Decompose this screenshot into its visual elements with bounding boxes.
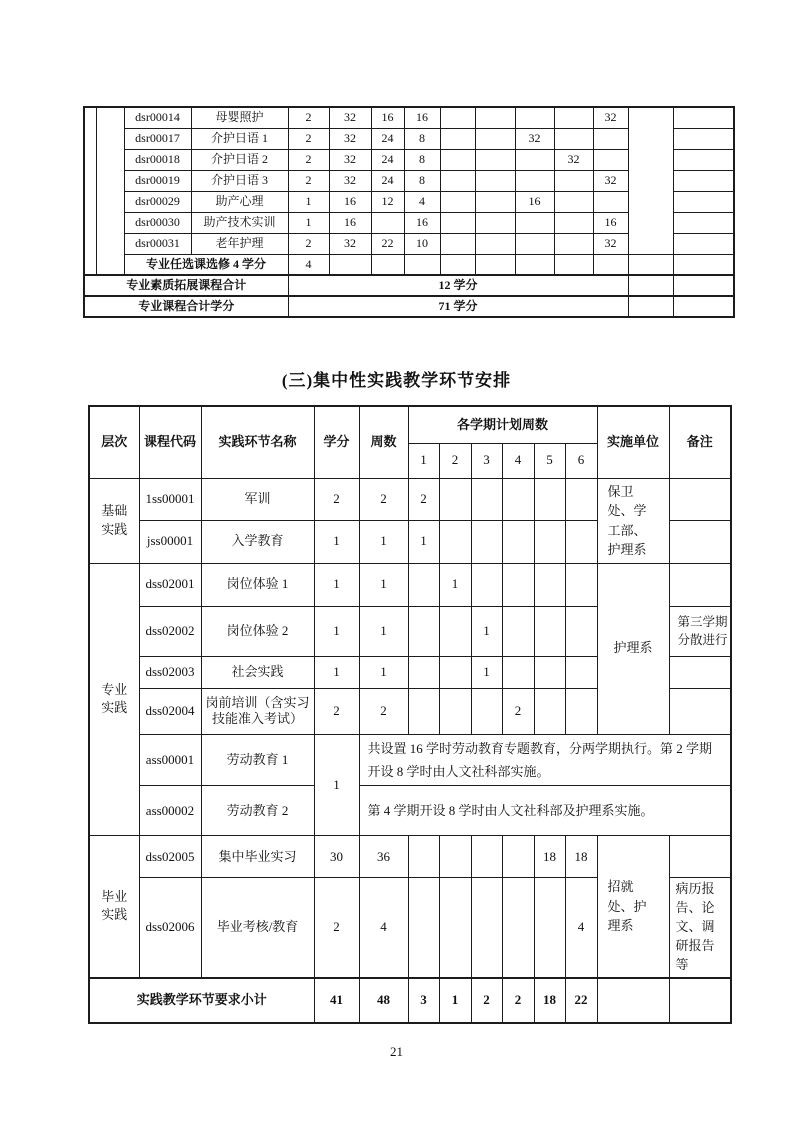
course-name-cell: 入学教育 xyxy=(201,520,314,563)
practice-hours-cell: 8 xyxy=(404,149,440,170)
table-row xyxy=(89,478,731,520)
total-label-cell: 专业课程合计学分 xyxy=(84,296,288,317)
practice-hours-cell: 10 xyxy=(404,233,440,254)
semester-cell xyxy=(408,563,439,606)
course-name-cell: 岗位体验 1 xyxy=(201,563,314,606)
header-semester-6: 6 xyxy=(565,443,597,478)
course-code-cell: dsr00018 xyxy=(124,149,191,170)
course-name-cell: 助产心理 xyxy=(191,191,288,212)
elective-total-row xyxy=(84,254,734,275)
theory-hours-cell: 24 xyxy=(371,128,404,149)
course-code-cell: dss02003 xyxy=(139,656,201,688)
semester-cell xyxy=(475,233,515,254)
credit-cell: 2 xyxy=(288,170,329,191)
semester-cell xyxy=(534,563,565,606)
semester-cell xyxy=(440,191,475,212)
semester-cell xyxy=(440,107,475,128)
semester-cell xyxy=(565,606,597,656)
semester-cell xyxy=(475,170,515,191)
remark-cell xyxy=(669,656,731,688)
summary-semester-cell: 1 xyxy=(439,978,471,1023)
course-code-cell: ass00001 xyxy=(139,734,201,786)
header-weeks: 周数 xyxy=(359,406,408,478)
table-row xyxy=(84,107,734,128)
semester-cell xyxy=(554,254,593,275)
semester-cell xyxy=(554,170,593,191)
unit-cell: 招就处、护理系 xyxy=(597,836,669,978)
semester-cell xyxy=(593,128,628,149)
unit-cell xyxy=(597,978,669,1023)
header-code: 课程代码 xyxy=(139,406,201,478)
remark-cell xyxy=(669,978,731,1023)
course-name-cell: 毕业考核/教育 xyxy=(201,878,314,978)
subtotal-label-cell: 专业素质拓展课程合计 xyxy=(84,275,288,296)
semester-cell: 1 xyxy=(471,656,502,688)
hours-cell: 32 xyxy=(329,128,371,149)
remark-cell xyxy=(673,275,734,296)
semester-cell xyxy=(471,878,502,978)
total-value-cell: 71 学分 xyxy=(288,296,628,317)
semester-cell xyxy=(534,878,565,978)
semester-cell: 32 xyxy=(554,149,593,170)
credit-cell: 2 xyxy=(314,878,359,978)
theory-hours-cell xyxy=(371,254,404,275)
semester-cell xyxy=(502,563,534,606)
semester-cell xyxy=(515,233,554,254)
semester-cell xyxy=(554,233,593,254)
semester-cell xyxy=(439,606,471,656)
credit-cell: 2 xyxy=(288,128,329,149)
remark-cell xyxy=(673,191,734,212)
semester-cell: 16 xyxy=(515,191,554,212)
course-code-cell: dsr00019 xyxy=(124,170,191,191)
semester-cell xyxy=(440,170,475,191)
remark-cell xyxy=(673,149,734,170)
semester-cell xyxy=(565,688,597,734)
header-name: 实践环节名称 xyxy=(201,406,314,478)
semester-cell xyxy=(502,606,534,656)
hours-cell: 16 xyxy=(329,191,371,212)
semester-cell xyxy=(565,656,597,688)
practice-hours-cell: 8 xyxy=(404,170,440,191)
practice-hours-cell: 4 xyxy=(404,191,440,212)
practice-hours-cell xyxy=(404,254,440,275)
semester-cell xyxy=(439,688,471,734)
header-level: 层次 xyxy=(89,406,139,478)
semester-cell xyxy=(440,149,475,170)
semester-cell: 32 xyxy=(515,128,554,149)
theory-hours-cell: 24 xyxy=(371,170,404,191)
semester-cell xyxy=(534,478,565,520)
semester-cell xyxy=(534,688,565,734)
semester-cell xyxy=(502,520,534,563)
header-semester-3: 3 xyxy=(471,443,502,478)
remark-cell xyxy=(669,606,731,656)
unit-spacer-cell xyxy=(628,296,673,317)
semester-cell xyxy=(502,656,534,688)
credit-cell: 1 xyxy=(314,520,359,563)
semester-cell xyxy=(475,212,515,233)
category-spacer-cell xyxy=(84,107,96,275)
semester-cell xyxy=(554,191,593,212)
credit-cell: 1 xyxy=(314,656,359,688)
remark-cell xyxy=(673,170,734,191)
remark-cell xyxy=(673,254,734,275)
credit-cell: 2 xyxy=(288,149,329,170)
weeks-cell: 1 xyxy=(359,520,408,563)
level-label: 基础实践 xyxy=(101,502,128,537)
semester-cell xyxy=(408,606,439,656)
course-name-cell: 劳动教育 1 xyxy=(201,734,314,786)
semester-cell xyxy=(439,656,471,688)
page-number: 21 xyxy=(390,1044,403,1059)
semester-cell xyxy=(502,878,534,978)
subtotal-value-cell: 12 学分 xyxy=(288,275,628,296)
semester-cell xyxy=(440,212,475,233)
semester-cell xyxy=(408,656,439,688)
remark-cell xyxy=(669,478,731,520)
credit-cell: 1 xyxy=(288,212,329,233)
summary-semester-cell: 18 xyxy=(534,978,565,1023)
weeks-cell: 2 xyxy=(359,478,408,520)
weeks-cell: 1 xyxy=(359,606,408,656)
credit-cell: 30 xyxy=(314,836,359,878)
course-code-cell: dsr00029 xyxy=(124,191,191,212)
course-code-cell: dss02002 xyxy=(139,606,201,656)
course-name-cell: 岗位体验 2 xyxy=(201,606,314,656)
semester-cell: 4 xyxy=(565,878,597,978)
credit-cell: 1 xyxy=(314,606,359,656)
semester-cell xyxy=(408,836,439,878)
header-semester-5: 5 xyxy=(534,443,565,478)
theory-hours-cell: 22 xyxy=(371,233,404,254)
header-unit: 实施单位 xyxy=(597,406,669,478)
unit-spacer-cell xyxy=(628,254,673,275)
credit-cell: 2 xyxy=(314,478,359,520)
theory-hours-cell: 12 xyxy=(371,191,404,212)
practice-hours-cell: 16 xyxy=(404,212,440,233)
header-semester-plan: 各学期计划周数 xyxy=(408,406,597,443)
hours-cell: 32 xyxy=(329,170,371,191)
semester-cell xyxy=(475,191,515,212)
summary-credit-cell: 41 xyxy=(314,978,359,1023)
semester-cell xyxy=(502,478,534,520)
course-name-cell: 劳动教育 2 xyxy=(201,786,314,836)
elective-label-cell: 专业任选课选修 4 学分 xyxy=(124,254,288,275)
credit-cell: 1 xyxy=(288,191,329,212)
level-label: 毕业实践 xyxy=(101,888,128,923)
level-cell xyxy=(89,478,139,563)
header-semester-1: 1 xyxy=(408,443,439,478)
semester-cell xyxy=(565,563,597,606)
course-code-cell: dsr00017 xyxy=(124,128,191,149)
credit-cell: 2 xyxy=(288,233,329,254)
labor-education-note: 共设置 16 学时劳动教育专题教育，分两学期执行。第 2 学期开设 8 学时由人文社科部实施。 xyxy=(359,734,731,786)
course-name-cell: 介护日语 1 xyxy=(191,128,288,149)
course-name-cell: 助产技术实训 xyxy=(191,212,288,233)
semester-cell xyxy=(565,478,597,520)
semester-cell xyxy=(515,170,554,191)
remark-cell xyxy=(669,836,731,878)
semester-cell xyxy=(515,107,554,128)
course-name-cell: 母婴照护 xyxy=(191,107,288,128)
remark-cell xyxy=(673,212,734,233)
course-table xyxy=(83,106,735,318)
header-semester-4: 4 xyxy=(502,443,534,478)
semester-cell: 2 xyxy=(502,688,534,734)
remark-cell xyxy=(669,563,731,606)
theory-hours-cell: 16 xyxy=(371,107,404,128)
semester-cell xyxy=(439,520,471,563)
course-code-cell: ass00002 xyxy=(139,786,201,836)
summary-semester-cell: 3 xyxy=(408,978,439,1023)
credit-cell: 2 xyxy=(314,688,359,734)
semester-cell xyxy=(475,128,515,149)
labor-education-row xyxy=(89,786,731,836)
semester-cell xyxy=(515,254,554,275)
summary-semester-cell: 22 xyxy=(565,978,597,1023)
semester-cell xyxy=(475,149,515,170)
subtotal-row xyxy=(84,275,734,296)
labor-education-row xyxy=(89,734,731,786)
weeks-cell: 1 xyxy=(359,656,408,688)
weeks-cell: 36 xyxy=(359,836,408,878)
remark-cell xyxy=(673,128,734,149)
semester-cell xyxy=(502,836,534,878)
unit-cell: 保卫处、学工部、护理系 xyxy=(597,478,669,563)
credit-cell: 4 xyxy=(288,254,329,275)
table-row xyxy=(89,563,731,606)
semester-cell: 18 xyxy=(534,836,565,878)
labor-education-note: 第 4 学期开设 8 学时由人文社科部及护理系实施。 xyxy=(359,786,731,836)
hours-cell: 32 xyxy=(329,233,371,254)
course-name-cell: 介护日语 2 xyxy=(191,149,288,170)
semester-cell xyxy=(534,606,565,656)
remark-cell: 病历报告、论文、调研报告等 xyxy=(669,878,731,978)
weeks-cell: 2 xyxy=(359,688,408,734)
section-title: (三)集中性实践教学环节安排 xyxy=(281,371,512,390)
semester-cell xyxy=(534,656,565,688)
semester-cell xyxy=(475,107,515,128)
course-code-cell: dss02001 xyxy=(139,563,201,606)
semester-cell xyxy=(565,520,597,563)
summary-row xyxy=(89,978,731,1023)
semester-cell xyxy=(515,212,554,233)
remark-text: 第三学期分散进行 xyxy=(677,614,728,647)
semester-cell xyxy=(408,688,439,734)
summary-semester-cell: 2 xyxy=(502,978,534,1023)
semester-cell: 1 xyxy=(408,520,439,563)
summary-weeks-cell: 48 xyxy=(359,978,408,1023)
unit-cell: 护理系 xyxy=(597,563,669,734)
unit-spacer-cell xyxy=(628,275,673,296)
practice-hours-cell: 16 xyxy=(404,107,440,128)
level-cell xyxy=(89,563,139,836)
remark-cell xyxy=(669,688,731,734)
semester-cell xyxy=(554,128,593,149)
header-credit: 学分 xyxy=(314,406,359,478)
header-row xyxy=(89,406,731,443)
semester-cell xyxy=(471,836,502,878)
semester-cell: 2 xyxy=(408,478,439,520)
semester-cell: 1 xyxy=(471,606,502,656)
course-code-cell: dss02006 xyxy=(139,878,201,978)
semester-cell xyxy=(439,836,471,878)
semester-cell xyxy=(471,520,502,563)
header-semester-2: 2 xyxy=(439,443,471,478)
course-name-cell: 岗前培训（含实习技能准入考试） xyxy=(201,688,314,734)
semester-cell xyxy=(554,107,593,128)
course-name-cell: 军训 xyxy=(201,478,314,520)
unit-spacer-cell xyxy=(628,107,673,254)
hours-cell: 32 xyxy=(329,149,371,170)
course-code-cell: dsr00030 xyxy=(124,212,191,233)
credit-cell: 1 xyxy=(314,734,359,836)
level-cell xyxy=(89,836,139,978)
semester-cell xyxy=(593,149,628,170)
semester-cell xyxy=(471,688,502,734)
remark-cell xyxy=(673,296,734,317)
theory-hours-cell xyxy=(371,212,404,233)
semester-cell: 32 xyxy=(593,233,628,254)
course-code-cell: dsr00014 xyxy=(124,107,191,128)
credit-cell: 2 xyxy=(288,107,329,128)
semester-cell xyxy=(439,478,471,520)
practice-table xyxy=(88,405,732,1024)
credit-cell: 1 xyxy=(314,563,359,606)
semester-cell xyxy=(471,478,502,520)
subcategory-spacer-cell xyxy=(96,107,124,275)
level-label: 专业实践 xyxy=(101,681,128,716)
semester-cell: 32 xyxy=(593,170,628,191)
grand-total-row xyxy=(84,296,734,317)
hours-cell: 32 xyxy=(329,107,371,128)
theory-hours-cell: 24 xyxy=(371,149,404,170)
semester-cell xyxy=(440,128,475,149)
semester-cell: 16 xyxy=(593,212,628,233)
course-name-cell: 集中毕业实习 xyxy=(201,836,314,878)
semester-cell xyxy=(475,254,515,275)
hours-cell xyxy=(329,254,371,275)
semester-cell xyxy=(471,563,502,606)
semester-cell: 32 xyxy=(593,107,628,128)
course-name-cell: 介护日语 3 xyxy=(191,170,288,191)
remark-cell xyxy=(669,520,731,563)
semester-cell xyxy=(593,191,628,212)
summary-label-cell: 实践教学环节要求小计 xyxy=(89,978,314,1023)
course-code-cell: 1ss00001 xyxy=(139,478,201,520)
table-row xyxy=(89,836,731,878)
header-remark: 备注 xyxy=(669,406,731,478)
semester-cell xyxy=(440,233,475,254)
semester-cell: 18 xyxy=(565,836,597,878)
semester-cell xyxy=(515,149,554,170)
hours-cell: 16 xyxy=(329,212,371,233)
semester-cell xyxy=(534,520,565,563)
course-name-cell: 社会实践 xyxy=(201,656,314,688)
course-name-cell: 老年护理 xyxy=(191,233,288,254)
remark-cell xyxy=(673,233,734,254)
practice-hours-cell: 8 xyxy=(404,128,440,149)
course-code-cell: dsr00031 xyxy=(124,233,191,254)
course-code-cell: dss02005 xyxy=(139,836,201,878)
semester-cell xyxy=(408,878,439,978)
course-code-cell: dss02004 xyxy=(139,688,201,734)
remark-cell xyxy=(673,107,734,128)
semester-cell xyxy=(440,254,475,275)
summary-semester-cell: 2 xyxy=(471,978,502,1023)
semester-cell xyxy=(593,254,628,275)
weeks-cell: 4 xyxy=(359,878,408,978)
course-code-cell: jss00001 xyxy=(139,520,201,563)
semester-cell xyxy=(554,212,593,233)
semester-cell xyxy=(439,878,471,978)
weeks-cell: 1 xyxy=(359,563,408,606)
semester-cell: 1 xyxy=(439,563,471,606)
